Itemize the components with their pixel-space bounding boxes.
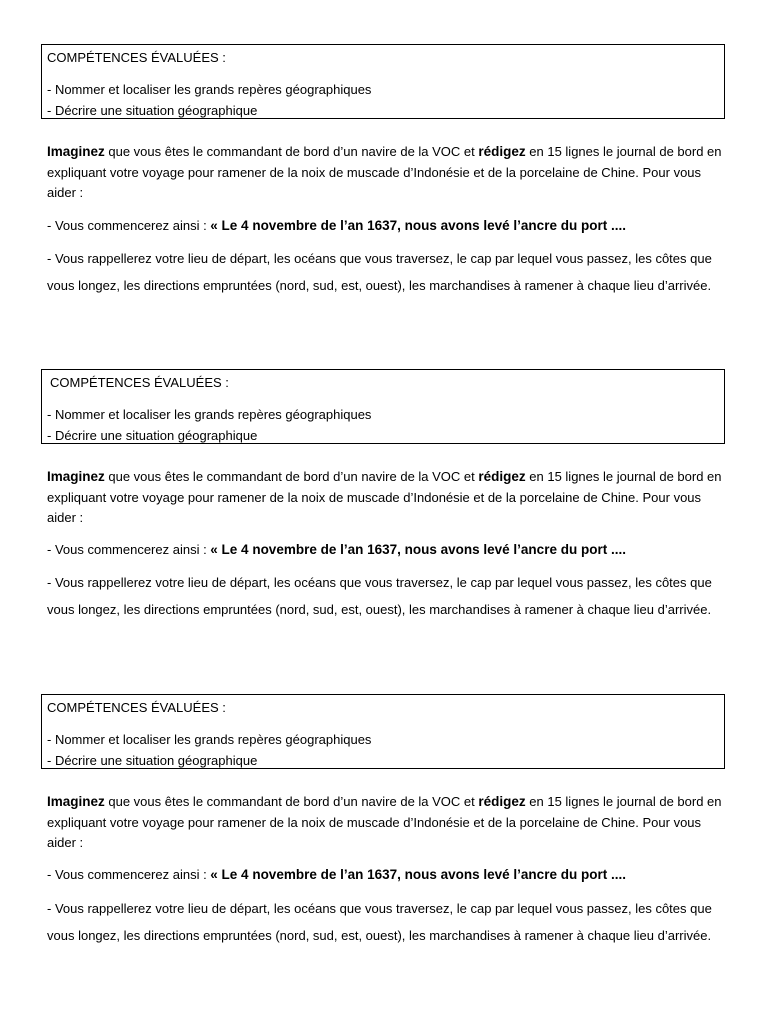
instruction-paragraph (47, 142, 722, 204)
start-quote: « Le 4 novembre de l’an 1637, nous avons levé l’ancre du port .... (210, 867, 626, 882)
start-quote: « Le 4 novembre de l’an 1637, nous avons levé l’ancre du port .... (210, 542, 626, 557)
competence-item: - Décrire une situation géographique (47, 103, 258, 118)
start-line (47, 216, 722, 236)
start-prefix: - Vous commencerez ainsi : (47, 867, 211, 882)
reminder-paragraph: - Vous rappellerez votre lieu de départ, les océans que vous traversez, le cap par lequel vous passez, les côtes que vous longez, les directions empruntées (nord, sud, est, ouest), les marchandises à ramener à chaque lieu d’arrivée. (47, 575, 712, 617)
instruction-text: en 15 lignes le journal de bord en expliquant votre voyage pour ramener de la noix de muscade d’Indonésie et de la porcelaine de Chine. Pour vous aider : (47, 144, 722, 200)
instruction-text: en 15 lignes le journal de bord en expliquant votre voyage pour ramener de la noix de muscade d’Indonésie et de la porcelaine de Chine. Pour vous aider : (47, 469, 722, 525)
competences-title: COMPÉTENCES ÉVALUÉES : (50, 375, 229, 390)
competences-box (41, 694, 725, 769)
start-prefix: - Vous commencerez ainsi : (47, 542, 211, 557)
reminder-paragraph: - Vous rappellerez votre lieu de départ, les océans que vous traversez, le cap par lequel vous passez, les côtes que vous longez, les directions empruntées (nord, sud, est, ouest), les marchandises à ramener à chaque lieu d’arrivée. (47, 251, 712, 293)
keyword-redigez: rédigez (478, 469, 526, 484)
competence-item: - Nommer et localiser les grands repères géographiques (47, 82, 372, 97)
keyword-redigez: rédigez (478, 144, 526, 159)
start-line (47, 865, 722, 885)
instruction-paragraph (47, 792, 722, 854)
instruction-text: que vous êtes le commandant de bord d’un navire de la VOC et (104, 794, 479, 809)
competence-item: - Nommer et localiser les grands repères géographiques (47, 407, 372, 422)
competences-box (41, 44, 725, 119)
start-line (47, 540, 722, 560)
competence-item: - Nommer et localiser les grands repères géographiques (47, 732, 372, 747)
start-quote: « Le 4 novembre de l’an 1637, nous avons levé l’ancre du port .... (210, 218, 626, 233)
instruction-text: en 15 lignes le journal de bord en expliquant votre voyage pour ramener de la noix de muscade d’Indonésie et de la porcelaine de Chine. Pour vous aider : (47, 794, 722, 850)
instruction-paragraph (47, 467, 722, 529)
keyword-imaginez: Imaginez (47, 469, 105, 484)
competence-item: - Décrire une situation géographique (47, 428, 258, 443)
keyword-imaginez: Imaginez (47, 144, 105, 159)
competences-title: COMPÉTENCES ÉVALUÉES : (47, 50, 226, 65)
competence-item: - Décrire une situation géographique (47, 753, 258, 768)
instruction-text: que vous êtes le commandant de bord d’un navire de la VOC et (104, 144, 479, 159)
competences-title: COMPÉTENCES ÉVALUÉES : (47, 700, 226, 715)
keyword-imaginez: Imaginez (47, 794, 105, 809)
keyword-redigez: rédigez (478, 794, 526, 809)
start-prefix: - Vous commencerez ainsi : (47, 218, 211, 233)
instruction-text: que vous êtes le commandant de bord d’un navire de la VOC et (104, 469, 479, 484)
reminder-paragraph: - Vous rappellerez votre lieu de départ, les océans que vous traversez, le cap par lequel vous passez, les côtes que vous longez, les directions empruntées (nord, sud, est, ouest), les marchandises à ramener à chaque lieu d’arrivée. (47, 901, 712, 943)
competences-box (41, 369, 725, 444)
